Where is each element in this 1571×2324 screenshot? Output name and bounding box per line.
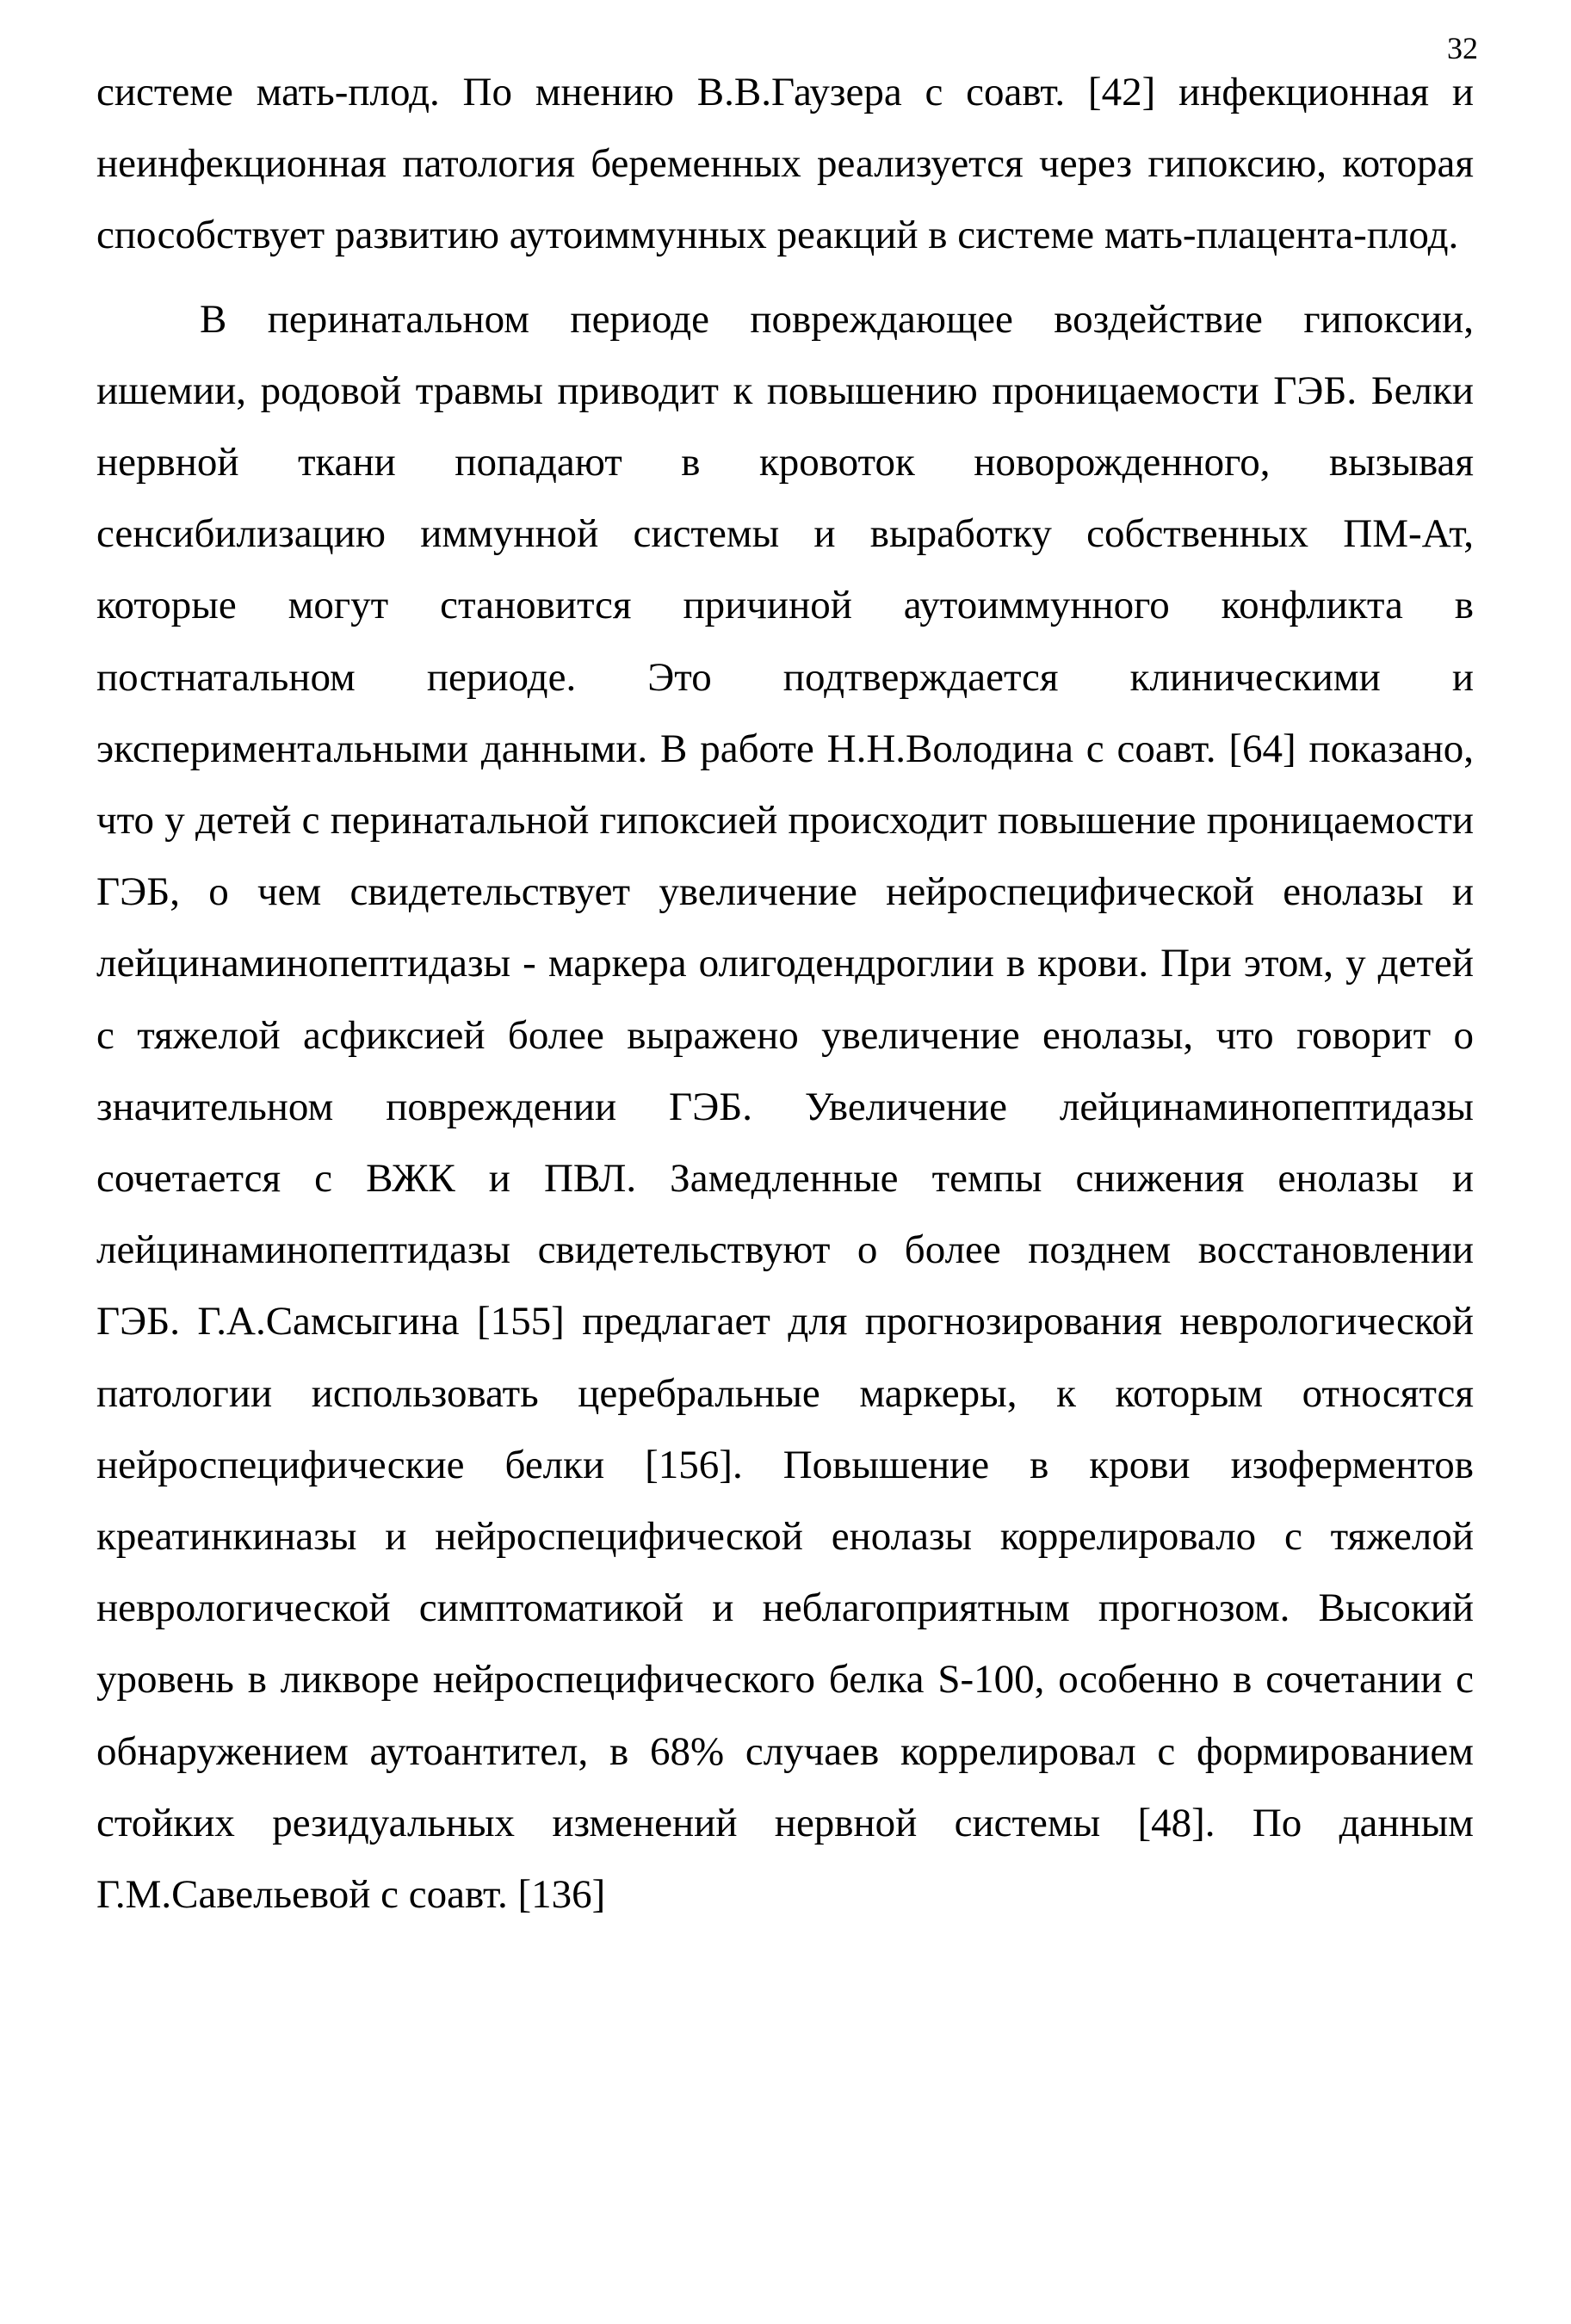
body-text <box>96 57 1474 1931</box>
page-number: 32 <box>1447 31 1478 65</box>
paragraph-perinatal-period: В перинатальном периоде повреждающее воздействие гипоксии, ишемии, родовой травмы приводит к повышению проницаемости ГЭБ. Белки нервной ткани попадают в кровоток новорожденного, вызывая сенсибилизацию иммунной системы и выработку собственных ПМ-Ат, которые могут становится причиной аутоиммунного конфликта в постнатальном периоде. Это подтверждается клиническими и экспериментальными данными. В работе Н.Н.Володина с соавт. [64] показано, что у детей с перинатальной гипоксией происходит повышение проницаемости ГЭБ, о чем свидетельствует увеличение нейроспецифической енолазы и лейцинаминопептидазы - маркера олигодендроглии в крови. При этом, у детей с тяжелой асфиксией более выражено увеличение енолазы, что говорит о значительном повреждении ГЭБ. Увеличение лейцинаминопептидазы сочетается с ВЖК и ПВЛ. Замедленные темпы снижения енолазы и лейцинаминопептидазы свидетельствуют о более позднем восстановлении ГЭБ. Г.А.Самсыгина [155] предлагает для прогнозирования неврологической патологии использовать церебральные маркеры, к которым относятся нейроспецифические белки [156]. Повышение в крови изоферментов креатинкиназы и нейроспецифической енолазы коррелировало с тяжелой неврологической симптоматикой и неблагоприятным прогнозом. Высокий уровень в ликворе нейроспецифического белка S-100, особенно в сочетании с обнаружением аутоантител, в 68% случаев коррелировал с формированием стойких резидуальных изменений нервной системы [48]. По данным Г.М.Савельевой с соавт. [136] <box>96 296 1474 1918</box>
paragraph-continuation: системе мать-плод. По мнению В.В.Гаузера с соавт. [42] инфекционная и неинфекционная патология беременных реализуется через гипоксию, которая способствует развитию аутоиммунных реакций в системе мать-плацента-плод. <box>96 70 1474 258</box>
